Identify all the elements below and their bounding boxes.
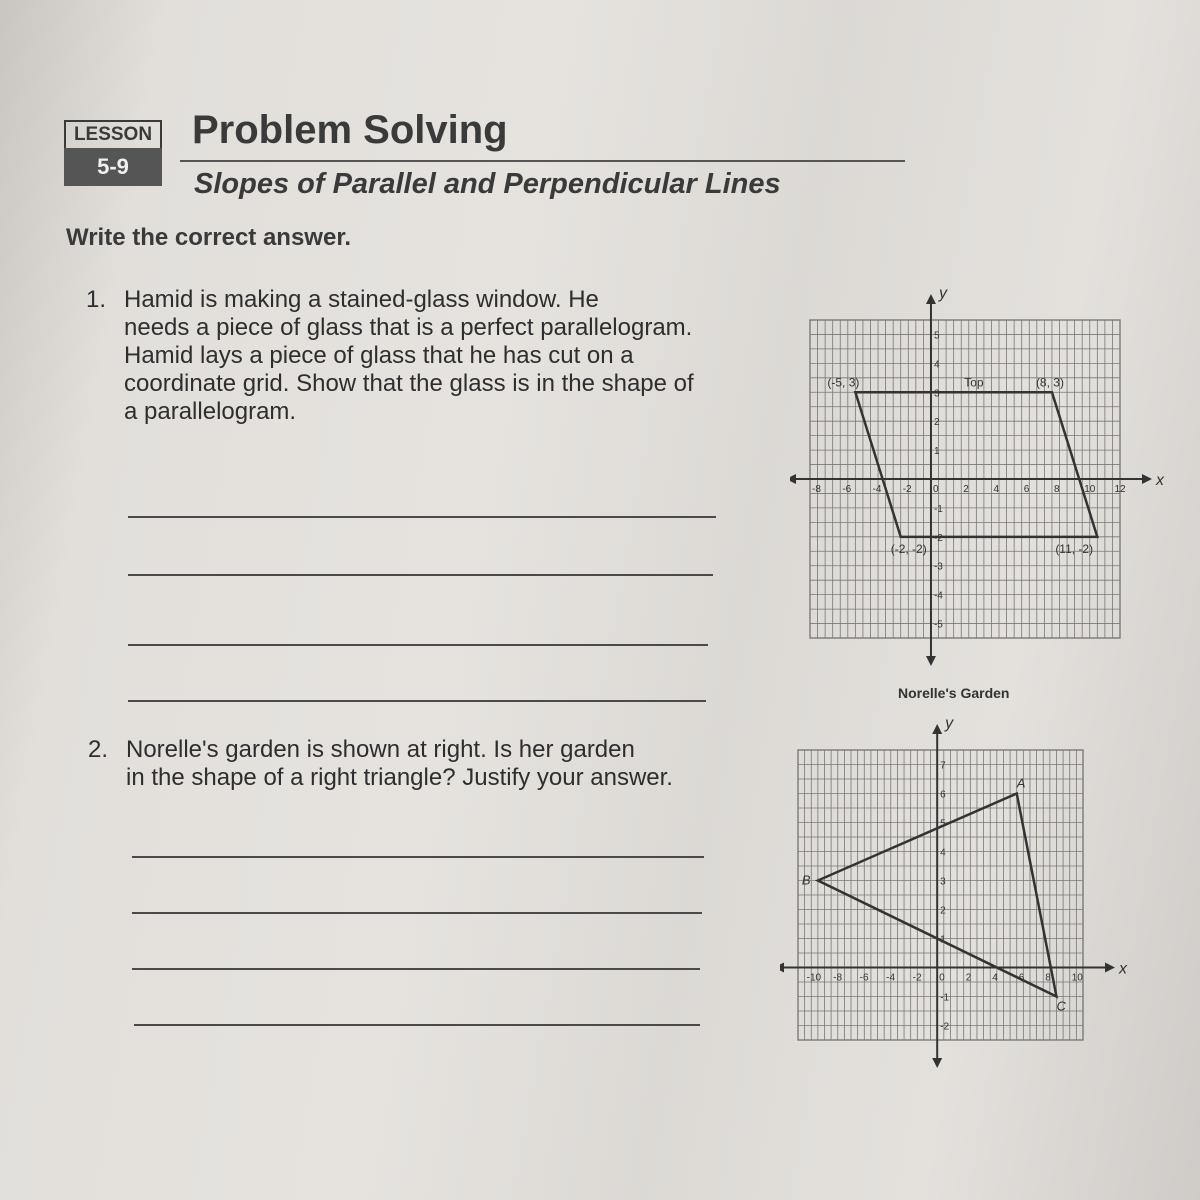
x-axis-label: x	[1156, 472, 1164, 489]
problem-text-line: Hamid is making a stained-glass window. He	[124, 286, 599, 313]
lesson-label: LESSON	[64, 120, 162, 148]
y-tick-label: -4	[933, 590, 943, 602]
lesson-badge	[64, 120, 162, 186]
y-tick-label: 4	[940, 847, 946, 859]
y-tick-label: 5	[933, 330, 940, 342]
x-tick-label: 12	[1114, 484, 1126, 495]
y-tick-label: -1	[940, 992, 950, 1004]
graph-axes	[780, 724, 1115, 1068]
y-tick-label: -2	[940, 1021, 950, 1033]
y-axis-label: y	[945, 715, 954, 732]
y-tick-label: 1	[933, 446, 940, 458]
problem-text-line: a parallelogram.	[124, 398, 297, 425]
answer-line[interactable]	[128, 644, 708, 646]
x-tick-label: 2	[963, 484, 969, 495]
graph-title: Norelle's Garden	[898, 685, 1010, 701]
problem-text-line: Hamid lays a piece of glass that he has cut on a	[124, 342, 634, 369]
x-axis-arrow-icon	[780, 963, 784, 973]
y-axis-arrow-icon	[926, 294, 936, 304]
y-tick-label: 2	[940, 905, 946, 917]
x-tick-label: 0	[939, 972, 945, 984]
x-axis-label: x	[1119, 960, 1127, 978]
x-tick-label: -6	[842, 484, 852, 495]
x-tick-label: 2	[965, 972, 972, 984]
x-tick-label: -8	[833, 972, 843, 984]
answer-line[interactable]	[134, 1024, 700, 1026]
x-axis-arrow-icon	[1105, 963, 1115, 973]
x-tick-label: 10	[1084, 484, 1096, 495]
problem-2	[88, 736, 766, 792]
x-tick-label: -10	[806, 972, 822, 984]
parallelogram-graph	[790, 280, 1170, 680]
top-label: Top	[964, 375, 984, 390]
x-axis-arrow-icon	[1142, 474, 1152, 484]
x-tick-label: 4	[992, 972, 998, 984]
page-title: Problem Solving	[192, 108, 508, 152]
answer-line[interactable]	[128, 700, 706, 702]
vertex-label: (8, 3)	[1035, 375, 1064, 390]
x-tick-label: 6	[1018, 972, 1025, 984]
problem-text-line: coordinate grid. Show that the glass is in the shape of	[124, 370, 694, 397]
x-tick-label: 10	[1071, 972, 1083, 984]
y-tick-label: -2	[933, 532, 943, 544]
problem-text-line: in the shape of a right triangle? Justify your answer.	[126, 764, 673, 791]
y-tick-label: 4	[933, 359, 940, 371]
y-axis-arrow-icon	[932, 724, 942, 734]
vertex-label: A	[1016, 775, 1026, 791]
x-tick-label: -4	[872, 484, 882, 495]
x-tick-label: -2	[902, 484, 912, 495]
vertex-label: (-5, 3)	[827, 375, 860, 390]
vertex-label: (-2, -2)	[890, 541, 927, 556]
answer-line[interactable]	[132, 968, 700, 970]
problem-1	[86, 286, 784, 426]
problem-number: 2.	[88, 736, 109, 763]
x-tick-label: -4	[886, 972, 896, 984]
answer-line[interactable]	[128, 574, 713, 576]
y-tick-label: 3	[933, 388, 940, 400]
x-tick-label: -6	[859, 972, 869, 984]
y-tick-label: -5	[933, 619, 943, 631]
answer-line[interactable]	[128, 516, 716, 518]
y-tick-label: 5	[940, 818, 946, 830]
y-tick-label: -3	[933, 561, 943, 573]
x-tick-label: 8	[1053, 484, 1060, 495]
answer-line[interactable]	[132, 912, 702, 914]
vertex-label: C	[1056, 998, 1066, 1014]
lesson-number: 5-9	[64, 148, 162, 186]
y-tick-label: 2	[933, 417, 940, 429]
x-axis-arrow-icon	[790, 474, 796, 484]
page-subtitle: Slopes of Parallel and Perpendicular Lines	[194, 168, 781, 200]
x-tick-label: 4	[993, 484, 1000, 495]
y-tick-label: 3	[940, 876, 946, 888]
y-tick-label: 6	[940, 789, 946, 801]
x-tick-label: 0	[932, 484, 939, 495]
instructions: Write the correct answer.	[66, 224, 351, 251]
y-axis-arrow-icon	[932, 1058, 942, 1068]
y-tick-label: 7	[940, 760, 946, 772]
vertex-label: B	[801, 872, 811, 888]
x-tick-label: -8	[812, 484, 821, 495]
y-tick-label: 1	[940, 934, 946, 946]
x-tick-label: 8	[1045, 972, 1051, 984]
y-tick-label: -1	[933, 503, 943, 515]
x-tick-label: -2	[912, 972, 922, 984]
garden-graph	[780, 680, 1160, 1090]
problem-text-line: needs a piece of glass that is a perfect parallelogram.	[124, 314, 693, 341]
problem-number: 1.	[86, 286, 107, 313]
x-tick-label: 6	[1023, 484, 1030, 495]
y-axis-arrow-icon	[926, 656, 936, 666]
answer-line[interactable]	[132, 856, 704, 858]
y-axis-label: y	[938, 285, 947, 302]
vertex-label: (11, -2)	[1055, 541, 1094, 556]
problem-text-line: Norelle's garden is shown at right. Is her garden	[126, 736, 635, 763]
title-divider	[180, 160, 905, 162]
